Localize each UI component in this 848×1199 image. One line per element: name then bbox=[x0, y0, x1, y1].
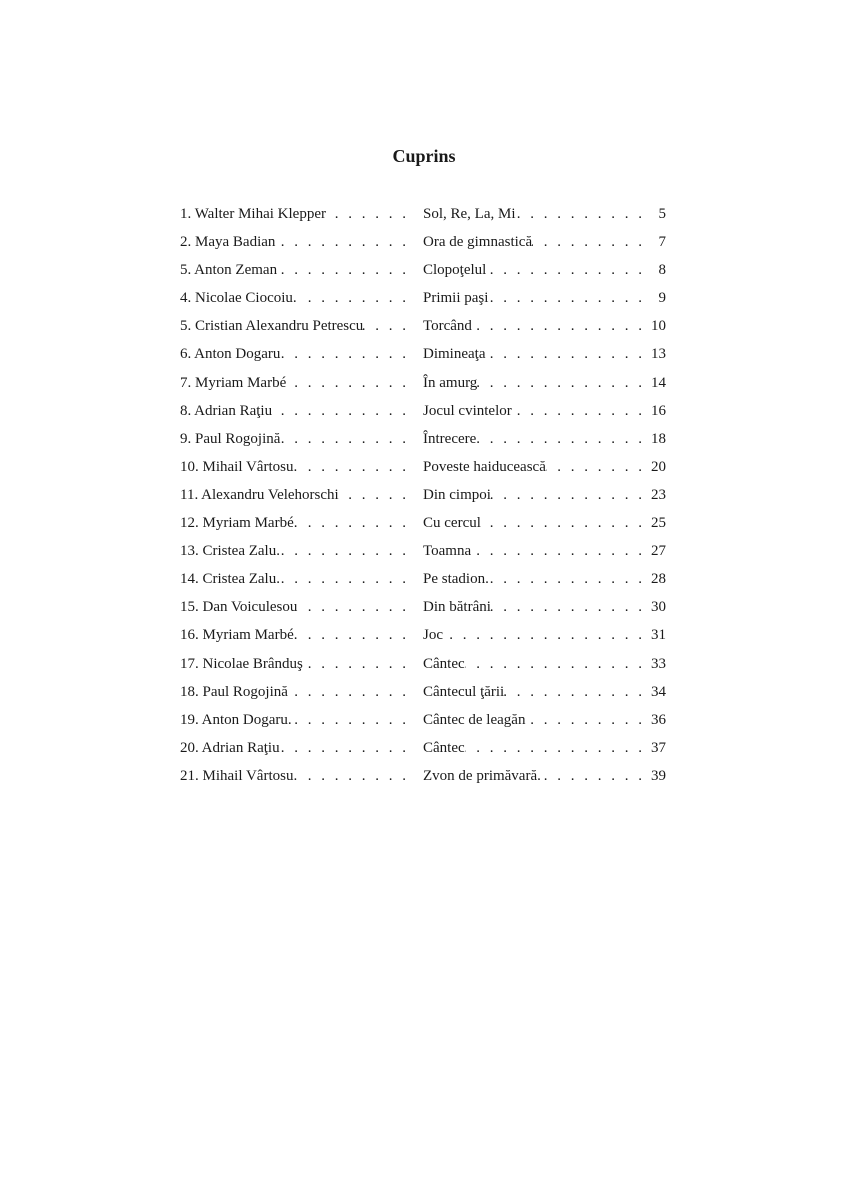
author-cell bbox=[180, 596, 406, 618]
piece-title: Poveste haiducească bbox=[423, 458, 546, 475]
piece-title: Sol, Re, La, Mi bbox=[423, 206, 516, 222]
toc-entry bbox=[180, 568, 666, 596]
dot-leader bbox=[491, 596, 642, 618]
dot-leader bbox=[275, 231, 406, 253]
piece-cell bbox=[423, 540, 666, 562]
author-cell bbox=[180, 568, 406, 590]
dot-leader bbox=[297, 624, 406, 646]
page-title: Cuprins bbox=[392, 146, 456, 166]
dot-leader bbox=[297, 512, 406, 534]
toc-entry bbox=[180, 681, 666, 709]
piece-cell bbox=[423, 765, 666, 787]
toc-entry bbox=[180, 709, 666, 737]
piece-title: În amurg bbox=[423, 374, 478, 391]
toc-entry bbox=[180, 287, 666, 315]
dot-leader bbox=[272, 400, 406, 422]
piece-title: Pe stadion. bbox=[423, 571, 489, 588]
dot-leader bbox=[297, 287, 406, 309]
author-cell bbox=[180, 653, 406, 675]
piece-title: Ora de gimnastică bbox=[423, 234, 533, 251]
page-number: 33 bbox=[651, 655, 666, 672]
toc-entry bbox=[180, 259, 666, 287]
dot-leader bbox=[481, 512, 642, 534]
dot-leader bbox=[488, 287, 642, 309]
author-cell bbox=[180, 203, 406, 225]
dot-leader bbox=[486, 259, 642, 281]
dot-leader bbox=[280, 737, 406, 759]
author-name: 7. Myriam Marbé bbox=[180, 374, 287, 391]
page-number: 30 bbox=[651, 599, 666, 616]
dot-leader bbox=[339, 484, 406, 506]
toc-entry bbox=[180, 624, 666, 652]
page-number: 34 bbox=[651, 683, 666, 700]
author-name: 20. Adrian Raţiu bbox=[180, 739, 280, 756]
author-name: 5. Anton Zeman bbox=[180, 262, 278, 279]
piece-title: Primii paşi bbox=[423, 290, 489, 307]
dot-leader bbox=[297, 596, 406, 618]
piece-title: Cântecul ţării bbox=[423, 683, 505, 700]
page-number: 23 bbox=[651, 486, 666, 503]
author-cell bbox=[180, 765, 406, 787]
toc-entry bbox=[180, 203, 666, 231]
dot-leader bbox=[280, 568, 406, 590]
toc-entry bbox=[180, 428, 666, 456]
dot-leader bbox=[292, 709, 406, 731]
piece-cell bbox=[423, 343, 666, 365]
piece-cell bbox=[423, 737, 666, 759]
dot-leader bbox=[532, 231, 642, 253]
piece-title: Cu cercul bbox=[423, 515, 481, 532]
dot-leader bbox=[491, 484, 642, 506]
piece-cell bbox=[423, 568, 666, 590]
dot-leader bbox=[465, 653, 642, 675]
page-number: 37 bbox=[651, 739, 666, 756]
author-name: 5. Cristian Alexandru Petrescu bbox=[180, 318, 364, 335]
toc-entry bbox=[180, 512, 666, 540]
author-name: 13. Cristea Zalu. bbox=[180, 543, 280, 560]
author-name: 18. Paul Rogojină bbox=[180, 683, 288, 700]
dot-leader bbox=[280, 428, 406, 450]
author-name: 9. Paul Rogojină bbox=[180, 430, 281, 447]
dot-leader bbox=[297, 765, 406, 787]
piece-cell bbox=[423, 287, 666, 309]
toc-entry bbox=[180, 765, 666, 793]
dot-leader bbox=[288, 681, 406, 703]
piece-title: Jocul cvintelor bbox=[423, 402, 512, 419]
piece-cell bbox=[423, 596, 666, 618]
page-number: 39 bbox=[651, 767, 666, 784]
author-name: 14. Cristea Zalu. bbox=[180, 571, 280, 588]
page-number: 5 bbox=[658, 206, 666, 222]
piece-cell bbox=[423, 512, 666, 534]
toc-entry bbox=[180, 343, 666, 371]
toc-entry bbox=[180, 400, 666, 428]
dot-leader bbox=[286, 372, 406, 394]
piece-title: Zvon de primăvară. bbox=[423, 767, 541, 784]
dot-leader bbox=[485, 343, 642, 365]
dot-leader bbox=[465, 737, 642, 759]
dot-leader bbox=[303, 653, 406, 675]
author-cell bbox=[180, 259, 406, 281]
page-number: 8 bbox=[658, 262, 666, 279]
piece-cell bbox=[423, 203, 666, 225]
piece-title: Cântec bbox=[423, 655, 465, 672]
piece-cell bbox=[423, 653, 666, 675]
dot-leader bbox=[489, 568, 642, 590]
author-name: 1. Walter Mihai Klepper bbox=[180, 206, 326, 222]
piece-title: Dimineaţa bbox=[423, 346, 486, 363]
author-name: 10. Mihail Vârtosu. bbox=[180, 458, 298, 475]
author-name: 11. Alexandru Velehorschi bbox=[180, 486, 339, 503]
page-number: 20 bbox=[651, 458, 666, 475]
page-number: 9 bbox=[658, 290, 666, 307]
toc-entry bbox=[180, 484, 666, 512]
dot-leader bbox=[363, 315, 406, 337]
dot-leader bbox=[476, 428, 642, 450]
toc-entry bbox=[180, 737, 666, 765]
author-name: 15. Dan Voiculesou bbox=[180, 599, 298, 616]
author-name: 17. Nicolae Brânduş bbox=[180, 655, 303, 672]
toc-entry bbox=[180, 540, 666, 568]
piece-cell bbox=[423, 315, 666, 337]
piece-cell bbox=[423, 456, 666, 478]
author-cell bbox=[180, 709, 406, 731]
piece-cell bbox=[423, 681, 666, 703]
page-number: 16 bbox=[651, 402, 666, 419]
page-number: 10 bbox=[651, 318, 666, 335]
author-cell bbox=[180, 540, 406, 562]
piece-title: Cântec bbox=[423, 739, 465, 756]
toc-entry bbox=[180, 315, 666, 343]
author-cell bbox=[180, 400, 406, 422]
dot-leader bbox=[297, 456, 406, 478]
piece-title: Din cimpoi bbox=[423, 486, 491, 503]
dot-leader bbox=[541, 765, 642, 787]
author-cell bbox=[180, 343, 406, 365]
piece-title: Toamna bbox=[423, 543, 472, 560]
page-number: 14 bbox=[651, 374, 666, 391]
author-cell bbox=[180, 484, 406, 506]
toc-entry bbox=[180, 596, 666, 624]
piece-cell bbox=[423, 231, 666, 253]
page-number: 25 bbox=[651, 515, 666, 532]
piece-title: Din bătrâni bbox=[423, 599, 491, 616]
page-number: 27 bbox=[651, 543, 666, 560]
dot-leader bbox=[280, 343, 406, 365]
piece-cell bbox=[423, 259, 666, 281]
author-cell bbox=[180, 372, 406, 394]
dot-leader bbox=[443, 624, 642, 646]
author-cell bbox=[180, 287, 406, 309]
piece-title: Cântec de leagăn bbox=[423, 711, 526, 728]
author-name: 4. Nicolae Ciocoiu. bbox=[180, 290, 297, 307]
piece-cell bbox=[423, 372, 666, 394]
dot-leader bbox=[525, 709, 642, 731]
toc-entry bbox=[180, 231, 666, 259]
author-name: 12. Myriam Marbé. bbox=[180, 515, 298, 532]
author-name: 2. Maya Badian bbox=[180, 234, 276, 251]
dot-leader bbox=[280, 540, 406, 562]
piece-cell bbox=[423, 400, 666, 422]
author-name: 19. Anton Dogaru. bbox=[180, 711, 292, 728]
author-cell bbox=[180, 315, 406, 337]
piece-title: Întrecere bbox=[423, 430, 477, 447]
dot-leader bbox=[504, 681, 642, 703]
piece-cell bbox=[423, 709, 666, 731]
toc-entry bbox=[180, 372, 666, 400]
page-number: 28 bbox=[651, 571, 666, 588]
piece-cell bbox=[423, 624, 666, 646]
toc-entry bbox=[180, 456, 666, 484]
page-number: 18 bbox=[651, 430, 666, 447]
author-cell bbox=[180, 456, 406, 478]
dot-leader bbox=[277, 259, 406, 281]
toc-entry bbox=[180, 653, 666, 681]
dot-leader bbox=[512, 400, 642, 422]
author-cell bbox=[180, 737, 406, 759]
dot-leader bbox=[471, 540, 642, 562]
dot-leader bbox=[472, 315, 642, 337]
author-cell bbox=[180, 231, 406, 253]
author-name: 16. Myriam Marbé. bbox=[180, 627, 298, 644]
author-cell bbox=[180, 428, 406, 450]
author-cell bbox=[180, 624, 406, 646]
piece-cell bbox=[423, 484, 666, 506]
page-number: 13 bbox=[651, 346, 666, 363]
piece-title: Clopoţelul bbox=[423, 262, 487, 279]
dot-leader bbox=[516, 203, 643, 225]
author-cell bbox=[180, 681, 406, 703]
piece-title: Torcând bbox=[423, 318, 472, 335]
piece-title: Joc bbox=[423, 627, 443, 644]
dot-leader bbox=[326, 203, 406, 225]
author-name: 6. Anton Dogaru bbox=[180, 346, 281, 363]
page-number: 36 bbox=[651, 711, 666, 728]
table-of-contents bbox=[180, 203, 666, 793]
piece-cell bbox=[423, 428, 666, 450]
author-cell bbox=[180, 512, 406, 534]
author-name: 21. Mihail Vârtosu. bbox=[180, 767, 298, 784]
dot-leader bbox=[477, 372, 642, 394]
page-number: 7 bbox=[658, 234, 666, 251]
page-number: 31 bbox=[651, 627, 666, 644]
dot-leader bbox=[546, 456, 642, 478]
author-name: 8. Adrian Raţiu bbox=[180, 402, 273, 419]
